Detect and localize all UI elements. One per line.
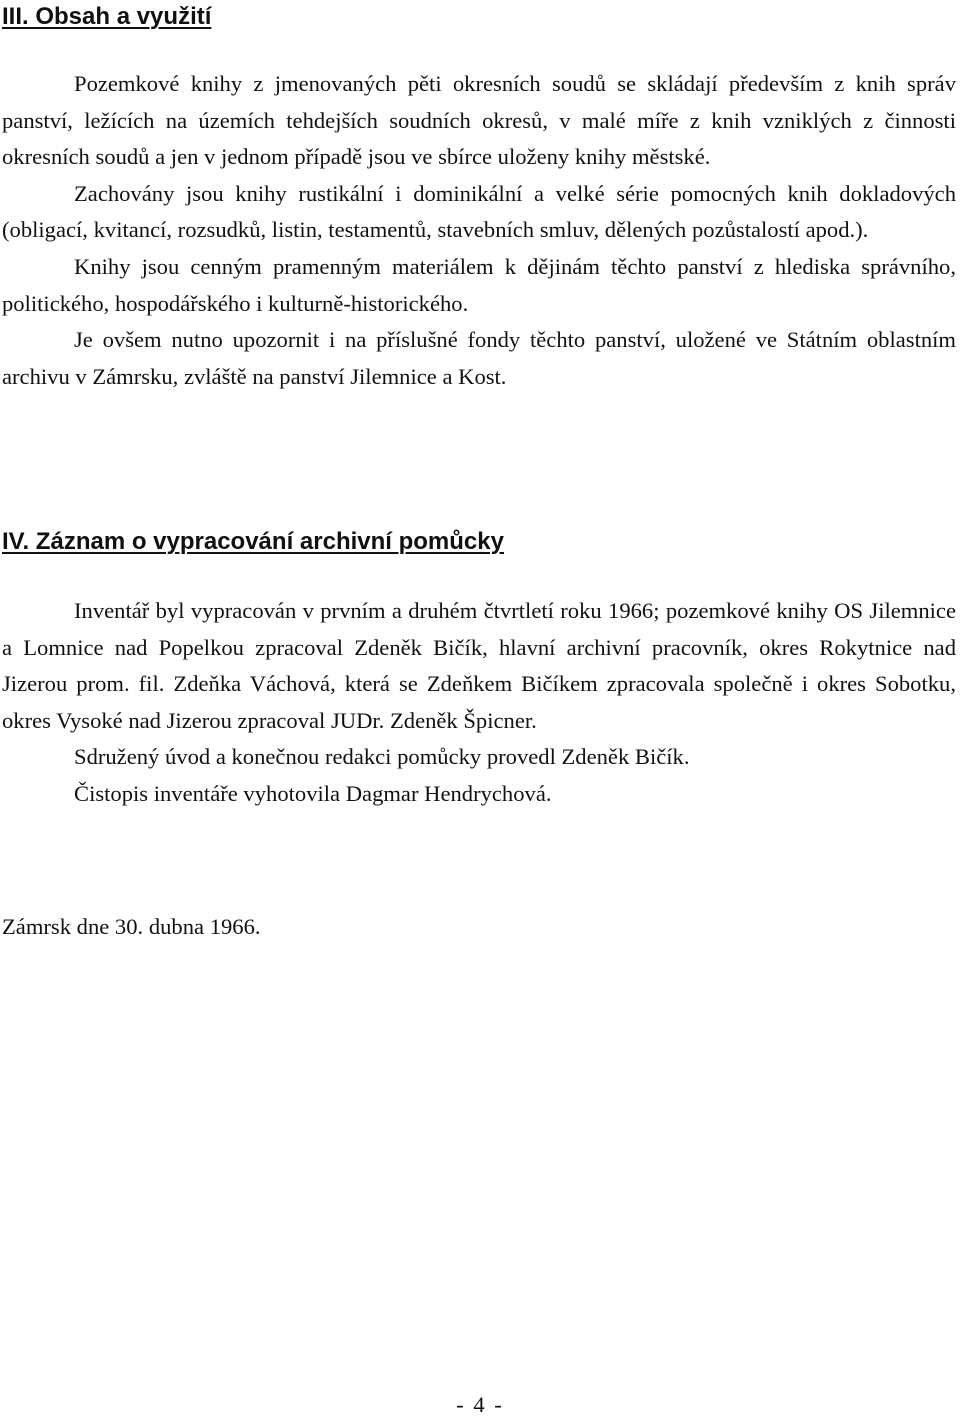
section-3-paragraph-4: Je ovšem nutno upozornit i na příslušné fondy těchto panství, uložené ve Státním oblastním archivu v Zámrsku, zvláště na panství Jilemnice a Kost. — [2, 327, 956, 389]
page-number: - 4 - — [456, 1392, 504, 1417]
section-3-paragraph-3: Knihy jsou cenným pramenným materiálem k dějinám těchto panství z hlediska správního, politického, hospodářského i kulturně-historického. — [2, 253, 956, 316]
section-3-paragraph-2: Zachovány jsou knihy rustikální i dominikální a velké série pomocných knih dokladových (obligací, kvitancí, rozsudků, listin, testamentů, stavebních smluv, dělených pozůstalostí apod.). — [2, 180, 956, 243]
place-and-date-line: Zámrsk dne 30. dubna 1966. — [2, 914, 261, 939]
section-3-heading: III. Obsah a využití — [2, 3, 212, 30]
section-4-heading: IV. Záznam o vypracování archivní pomůcky — [2, 528, 504, 555]
section-3-body — [2, 66, 956, 395]
section-3-paragraph-1: Pozemkové knihy z jmenovaných pěti okresních soudů se skládají především z knih správ panství, ležících na územích tehdejších soudních okresů, v malé míře z knih vzniklých z činnosti okresních soudů a jen v jednom případě jsou ve sbírce uloženy knihy městské. — [2, 71, 956, 170]
section-4-paragraph-2: Sdružený úvod a konečnou redakci pomůcky provedl Zdeněk Bičík. — [74, 744, 690, 770]
section-4-paragraph-1: Inventář byl vypracován v prvním a druhém čtvrtletí roku 1966; pozemkové knihy OS Jilemnice a Lomnice nad Popelkou zpracoval Zdeněk Bičík, hlavní archivní pracovník, okres Rokytnice nad Jizerou prom. fil. Zdeňka Váchová, která se Zdeňkem Bičíkem zpracovala společně i okres Sobotku, okres Vysoké nad Jizerou zpracoval JUDr. Zdeněk Špicner. — [2, 598, 956, 733]
section-4-body — [2, 593, 956, 813]
section-4-paragraph-3: Čistopis inventáře vyhotovila Dagmar Hendrychová. — [74, 780, 552, 806]
